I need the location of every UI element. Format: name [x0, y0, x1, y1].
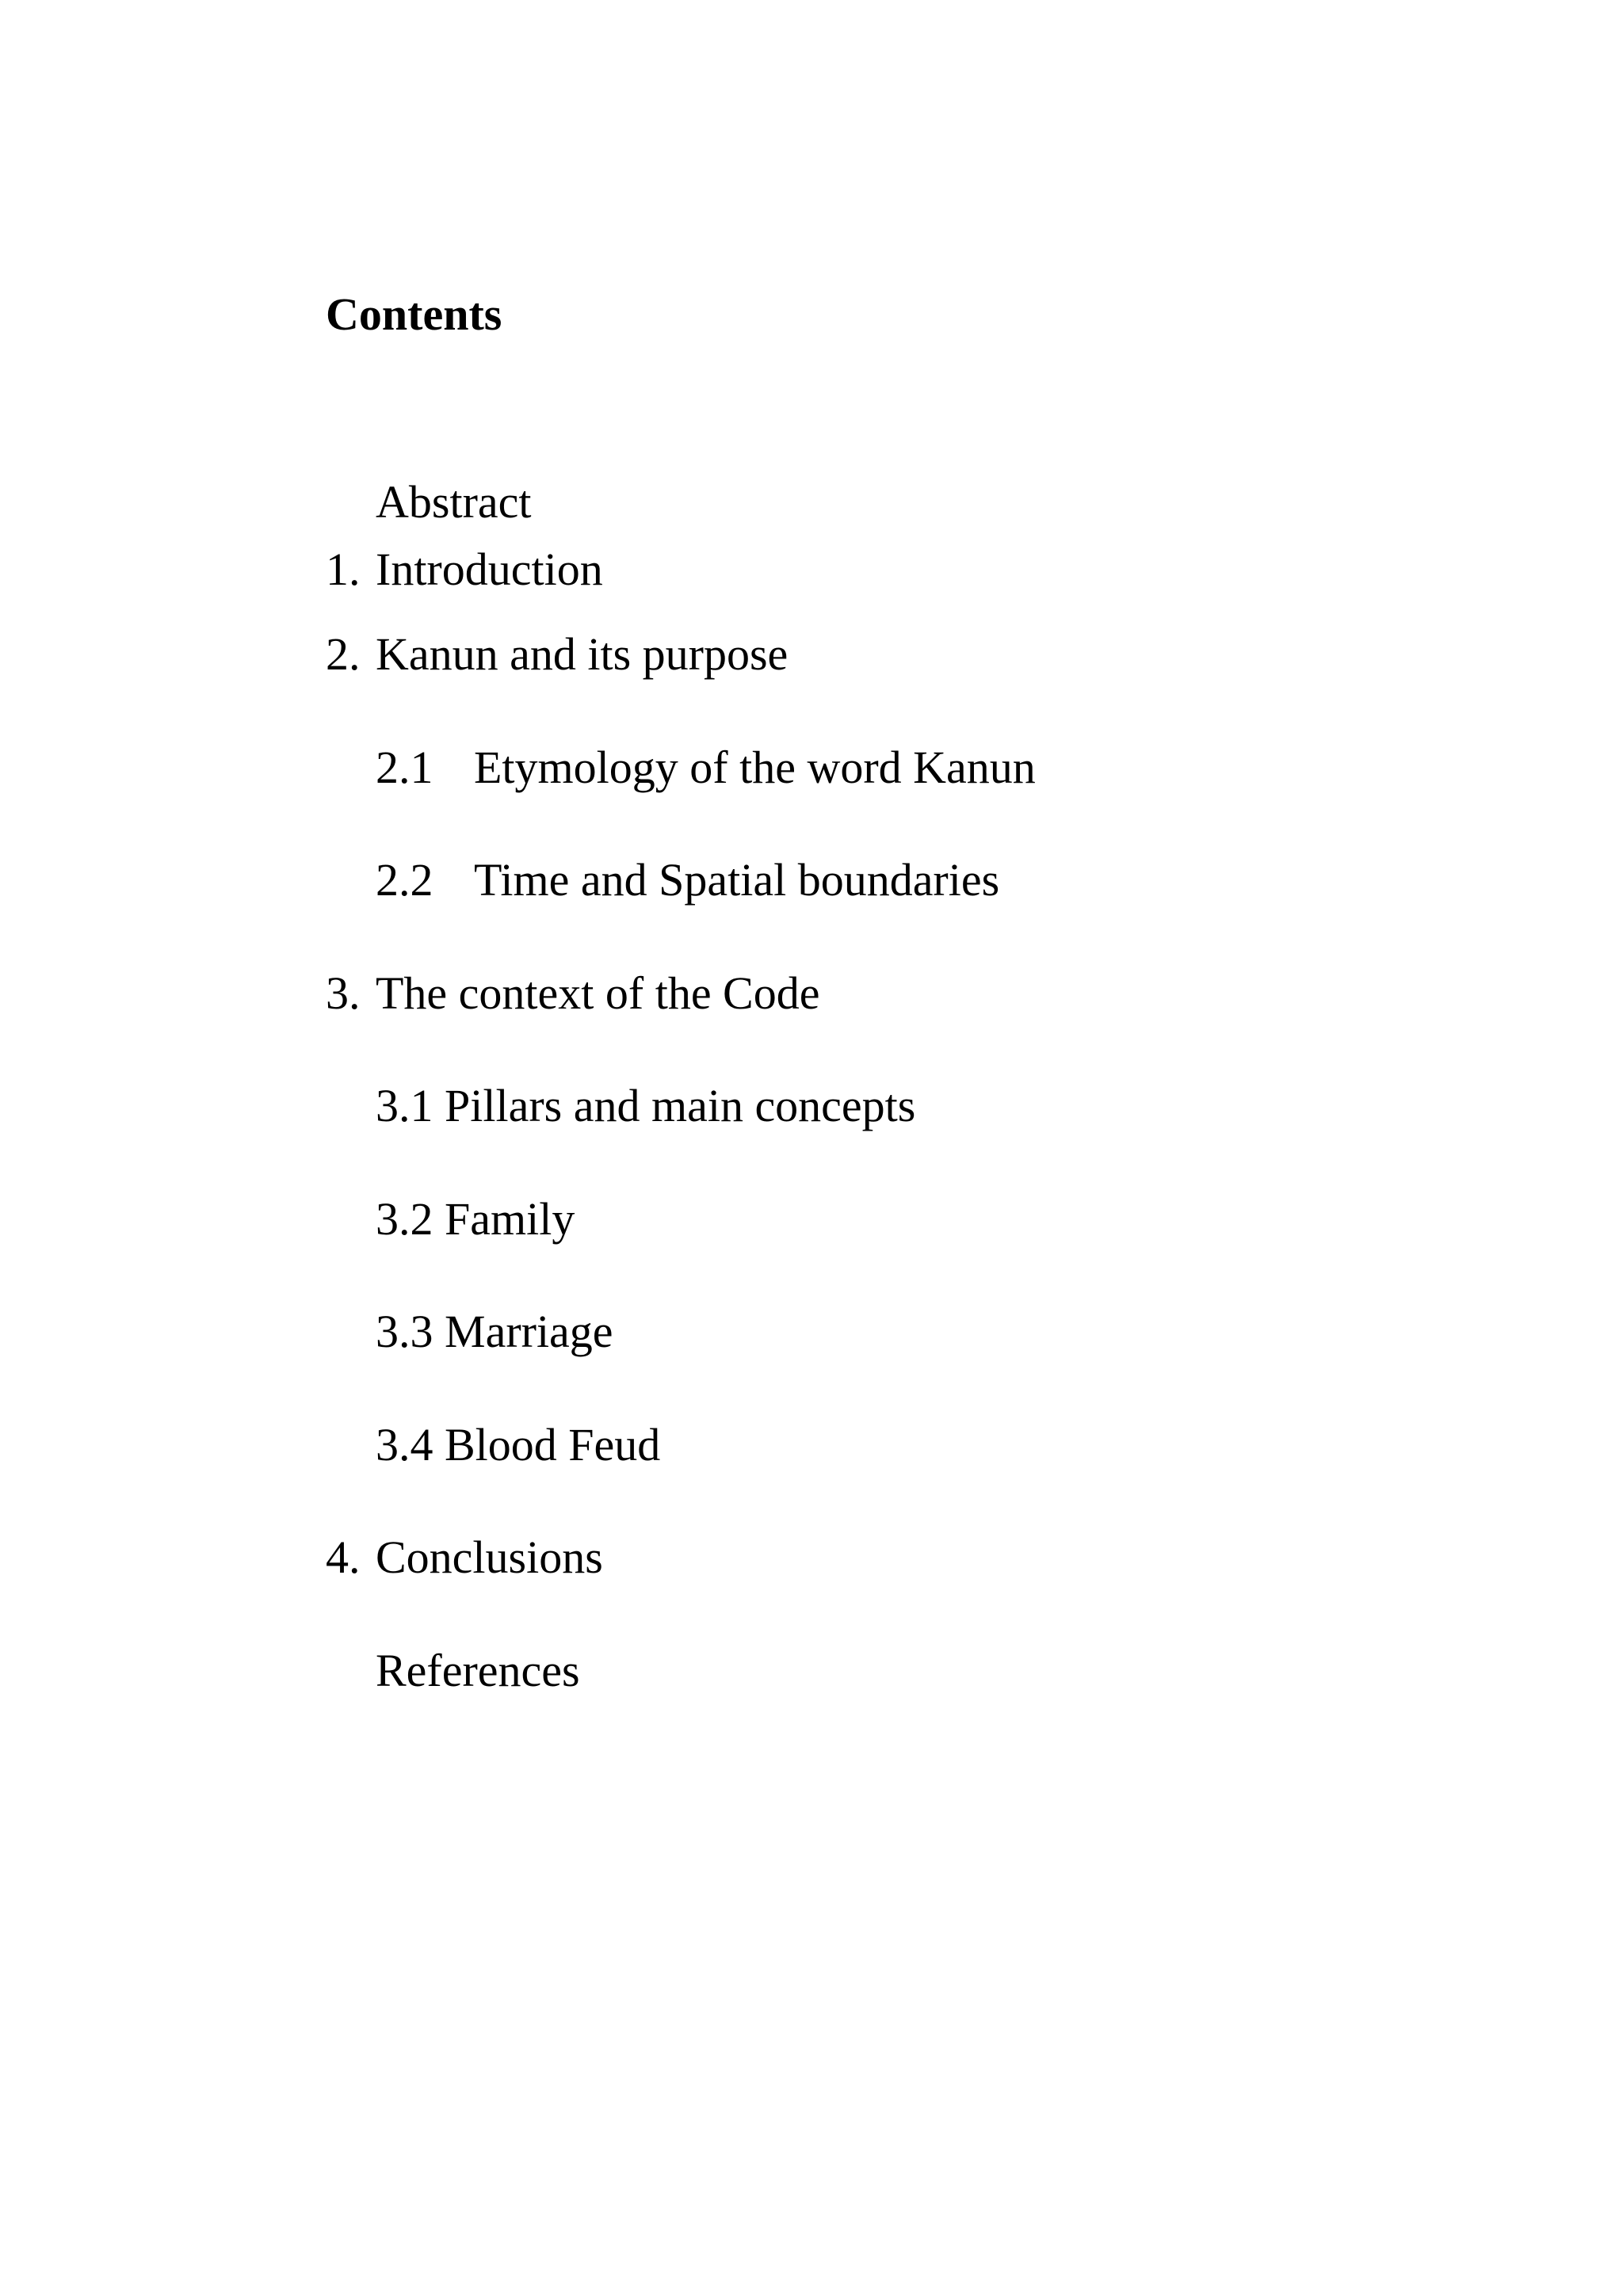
contents-heading: Contents — [326, 288, 502, 340]
toc-entry-label: Etymology of the word Kanun — [474, 742, 1036, 793]
toc-entry-introduction — [326, 543, 603, 595]
toc-entry-number: 4. — [326, 1531, 361, 1583]
toc-entry-label: References — [376, 1645, 580, 1696]
toc-entry-label: Abstract — [376, 476, 532, 528]
toc-entry-label: 3.2 Family — [376, 1193, 575, 1245]
toc-entry-abstract — [376, 476, 532, 528]
toc-entry-kanun-purpose — [326, 628, 789, 680]
toc-entry-label: 3.4 Blood Feud — [376, 1419, 661, 1470]
toc-entry-etymology — [376, 742, 1036, 793]
toc-entry-label: Conclusions — [376, 1531, 603, 1583]
toc-entry-label: 3.1 Pillars and main concepts — [376, 1080, 916, 1131]
toc-entry-label: Kanun and its purpose — [376, 628, 789, 680]
toc-entry-context-code — [326, 967, 820, 1019]
toc-entry-number: 3. — [326, 967, 361, 1019]
toc-entry-marriage — [376, 1306, 613, 1357]
toc-entry-time-spatial — [376, 854, 1000, 906]
toc-entry-conclusions — [326, 1531, 603, 1583]
toc-entry-blood-feud — [376, 1419, 661, 1470]
toc-entry-family — [376, 1193, 575, 1245]
toc-entry-label: 3.3 Marriage — [376, 1306, 613, 1357]
toc-entry-number: 2. — [326, 628, 361, 680]
toc-entry-number: 2.2 — [376, 854, 433, 906]
toc-entry-label: The context of the Code — [376, 967, 820, 1019]
toc-entry-number: 1. — [326, 543, 361, 595]
toc-entry-number: 2.1 — [376, 742, 433, 793]
toc-entry-label: Time and Spatial boundaries — [474, 854, 1000, 906]
toc-entry-label: Introduction — [376, 543, 603, 595]
toc-entry-references — [376, 1645, 580, 1696]
toc-entry-pillars — [376, 1080, 916, 1131]
